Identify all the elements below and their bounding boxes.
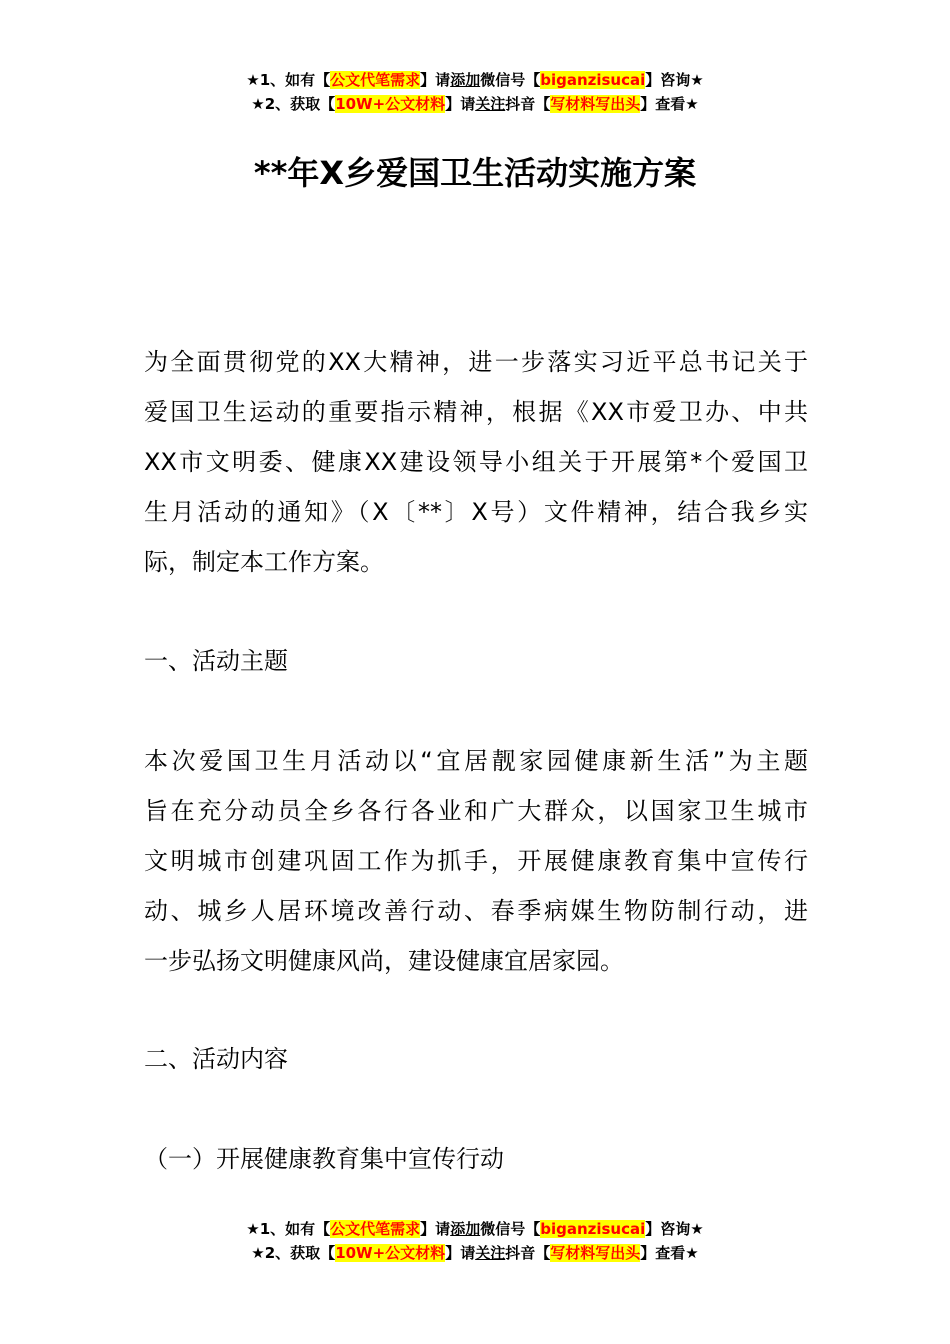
banner-text: 抖音【	[505, 95, 551, 113]
banner-text: ★1、如有【	[246, 71, 331, 89]
paragraph-line: 本次爱国卫生月活动以“宜居靓家园健康新生活”为主题	[144, 747, 808, 775]
paragraph-line: 动、城乡人居环境改善行动、春季病媒生物防制行动，进	[144, 897, 808, 925]
paragraph-line: 际，制定本工作方案。	[144, 548, 384, 576]
intro-paragraph	[144, 337, 808, 587]
banner-highlight: biganzisucai	[540, 1220, 646, 1238]
banner-text: 微信号【	[480, 71, 541, 89]
banner-text: 】请	[445, 1244, 476, 1262]
banner-line-2	[0, 92, 950, 116]
banner-text: ★2、获取【	[251, 95, 336, 113]
banner-text: 】请	[420, 1220, 451, 1238]
top-banner	[0, 68, 950, 116]
bottom-banner	[0, 1217, 950, 1265]
banner-text: 抖音【	[505, 1244, 551, 1262]
banner-highlight: 公文代笔需求	[330, 71, 421, 89]
banner-text: 】咨询★	[645, 1220, 704, 1238]
paragraph-line: 文明城市创建巩固工作为抓手，开展健康教育集中宣传行	[144, 847, 808, 875]
section-heading-theme: 一、活动主题	[144, 647, 288, 675]
banner-text: 】咨询★	[645, 71, 704, 89]
banner-line-1	[0, 68, 950, 92]
banner-highlight: biganzisucai	[540, 71, 646, 89]
banner-underline: 关注	[475, 95, 506, 113]
banner-text: 微信号【	[480, 1220, 541, 1238]
subsection-heading: （一）开展健康教育集中宣传行动	[144, 1145, 504, 1173]
banner-underline: 关注	[475, 1244, 506, 1262]
banner-text: ★2、获取【	[251, 1244, 336, 1262]
banner-highlight: 公文代笔需求	[330, 1220, 421, 1238]
banner-underline: 添加	[450, 71, 481, 89]
paragraph-line: XX市文明委、健康XX建设领导小组关于开展第*个爱国卫	[144, 448, 808, 476]
document-title: **年X乡爱国卫生活动实施方案	[253, 154, 697, 192]
banner-text: ★1、如有【	[246, 1220, 331, 1238]
banner-text: 】查看★	[640, 1244, 699, 1262]
paragraph-line: 生月活动的通知》（X〔**〕X号）文件精神，结合我乡实	[144, 498, 808, 526]
paragraph-line: 旨在充分动员全乡各行各业和广大群众，以国家卫生城市	[144, 797, 808, 825]
paragraph-line: 为全面贯彻党的XX大精神，进一步落实习近平总书记关于	[144, 348, 808, 376]
banner-underline: 添加	[450, 1220, 481, 1238]
banner-line-1	[0, 1217, 950, 1241]
banner-highlight: 写材料写出头	[550, 1244, 641, 1262]
banner-text: 】请	[420, 71, 451, 89]
banner-highlight: 10W+公文材料	[335, 95, 446, 113]
paragraph-line: 爱国卫生运动的重要指示精神，根据《XX市爱卫办、中共	[144, 398, 808, 426]
banner-highlight: 写材料写出头	[550, 95, 641, 113]
banner-text: 】请	[445, 95, 476, 113]
banner-line-2	[0, 1241, 950, 1265]
banner-text: 】查看★	[640, 95, 699, 113]
theme-paragraph	[144, 736, 808, 986]
banner-highlight: 10W+公文材料	[335, 1244, 446, 1262]
section-heading-content: 二、活动内容	[144, 1045, 288, 1073]
paragraph-line: 一步弘扬文明健康风尚，建设健康宜居家园。	[144, 947, 624, 975]
